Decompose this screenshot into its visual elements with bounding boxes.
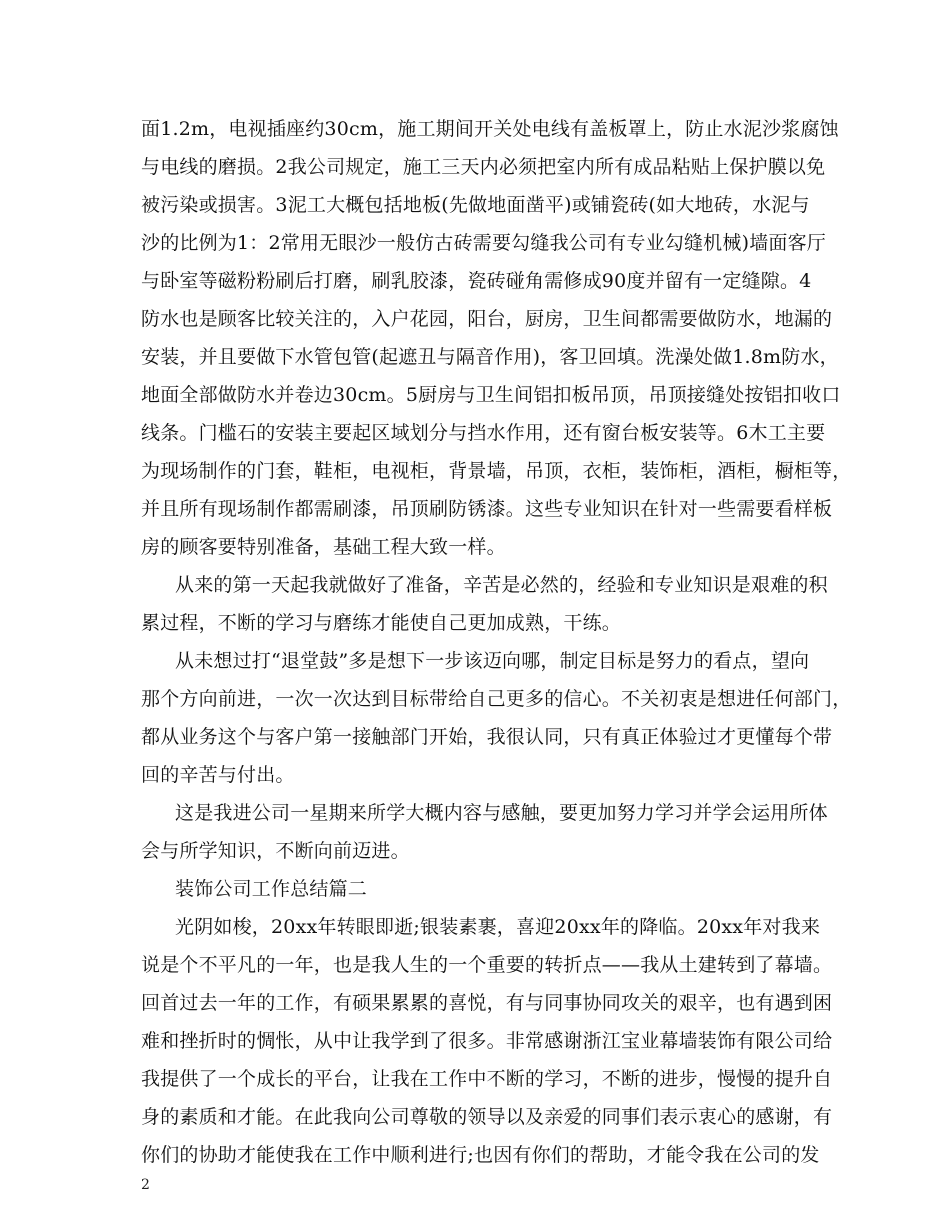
text-line: 与卧室等磁粉粉刷后打磨，刷乳胶漆，瓷砖碰角需修成90度并留有一定缝隙。4: [141, 270, 812, 292]
section-heading: 装饰公司工作总结篇二: [175, 878, 368, 900]
text-line: 回的辛苦与付出。: [141, 764, 295, 786]
text-line: 累过程，不断的学习与磨练才能使自己更加成熟，干练。: [141, 612, 622, 634]
text-line: 房的顾客要特别准备，基础工程大致一样。: [141, 536, 506, 558]
text-line: 身的素质和才能。在此我向公司尊敬的领导以及亲爱的同事们表示衷心的感谢，有: [141, 1106, 833, 1128]
paragraph-first-line: 光阴如梭，20xx年转眼即逝;银装素裹，喜迎20xx年的降临。20xx年对我来: [175, 916, 821, 938]
text-line: 安装，并且要做下水管包管(起遮丑与隔音作用)，客卫回填。洗澡处做1.8m防水，: [141, 346, 839, 368]
text-line: 那个方向前进，一次一次达到目标带给自己更多的信心。不关初衷是想进任何部门，: [141, 688, 852, 710]
text-line: 面1.2m，电视插座约30cm，施工期间开关处电线有盖板罩上，防止水泥沙浆腐蚀: [141, 118, 839, 140]
text-line: 我提供了一个成长的平台，让我在工作中不断的学习，不断的进步，慢慢的提升自: [141, 1068, 833, 1090]
text-line: 与电线的磨损。2我公司规定，施工三天内必须把室内所有成品粘贴上保护膜以免: [141, 156, 826, 178]
text-line: 回首过去一年的工作，有硕果累累的喜悦，有与同事协同攻关的艰辛，也有遇到困: [141, 992, 833, 1014]
text-line: 为现场制作的门套，鞋柜，电视柜，背景墙，吊顶，衣柜，装饰柜，酒柜，橱柜等，: [141, 460, 852, 482]
text-line: 难和挫折时的惆怅，从中让我学到了很多。非常感谢浙江宝业幕墙装饰有限公司给: [141, 1030, 833, 1052]
paragraph-first-line: 从来的第一天起我就做好了准备，辛苦是必然的，经验和专业知识是艰难的积: [175, 574, 828, 596]
text-line: 你们的协助才能使我在工作中顺利进行;也因有你们的帮助，才能令我在公司的发: [141, 1144, 820, 1166]
text-line: 并且所有现场制作都需刷漆，吊顶刷防锈漆。这些专业知识在针对一些需要看样板: [141, 498, 833, 520]
text-line: 被污染或损害。3泥工大概包括地板(先做地面凿平)或铺瓷砖(如大地砖，水泥与: [141, 194, 810, 216]
text-line: 会与所学知识，不断向前迈进。: [141, 840, 410, 862]
page-number: 2: [141, 1177, 150, 1193]
text-line: 防水也是顾客比较关注的，入户花园，阳台，厨房，卫生间都需要做防水，地漏的: [141, 308, 833, 330]
paragraph-first-line: 这是我进公司一星期来所学大概内容与感触，要更加努力学习并学会运用所体: [175, 802, 828, 824]
text-line: 都从业务这个与客户第一接触部门开始，我很认同，只有真正体验过才更懂每个带: [141, 726, 833, 748]
paragraph-first-line: 从未想过打“退堂鼓”多是想下一步该迈向哪，制定目标是努力的看点，望向: [175, 650, 810, 672]
text-line: 沙的比例为1：2常用无眼沙一般仿古砖需要勾缝我公司有专业勾缝机械)墙面客厅: [141, 232, 826, 254]
text-line: 地面全部做防水并卷边30cm。5厨房与卫生间铝扣板吊顶，吊顶接缝处按铝扣收口: [141, 384, 841, 406]
text-line: 线条。门槛石的安装主要起区域划分与挡水作用，还有窗台板安装等。6木工主要: [141, 422, 826, 444]
text-line: 说是个不平凡的一年，也是我人生的一个重要的转折点——我从土建转到了幕墙。: [141, 954, 833, 976]
